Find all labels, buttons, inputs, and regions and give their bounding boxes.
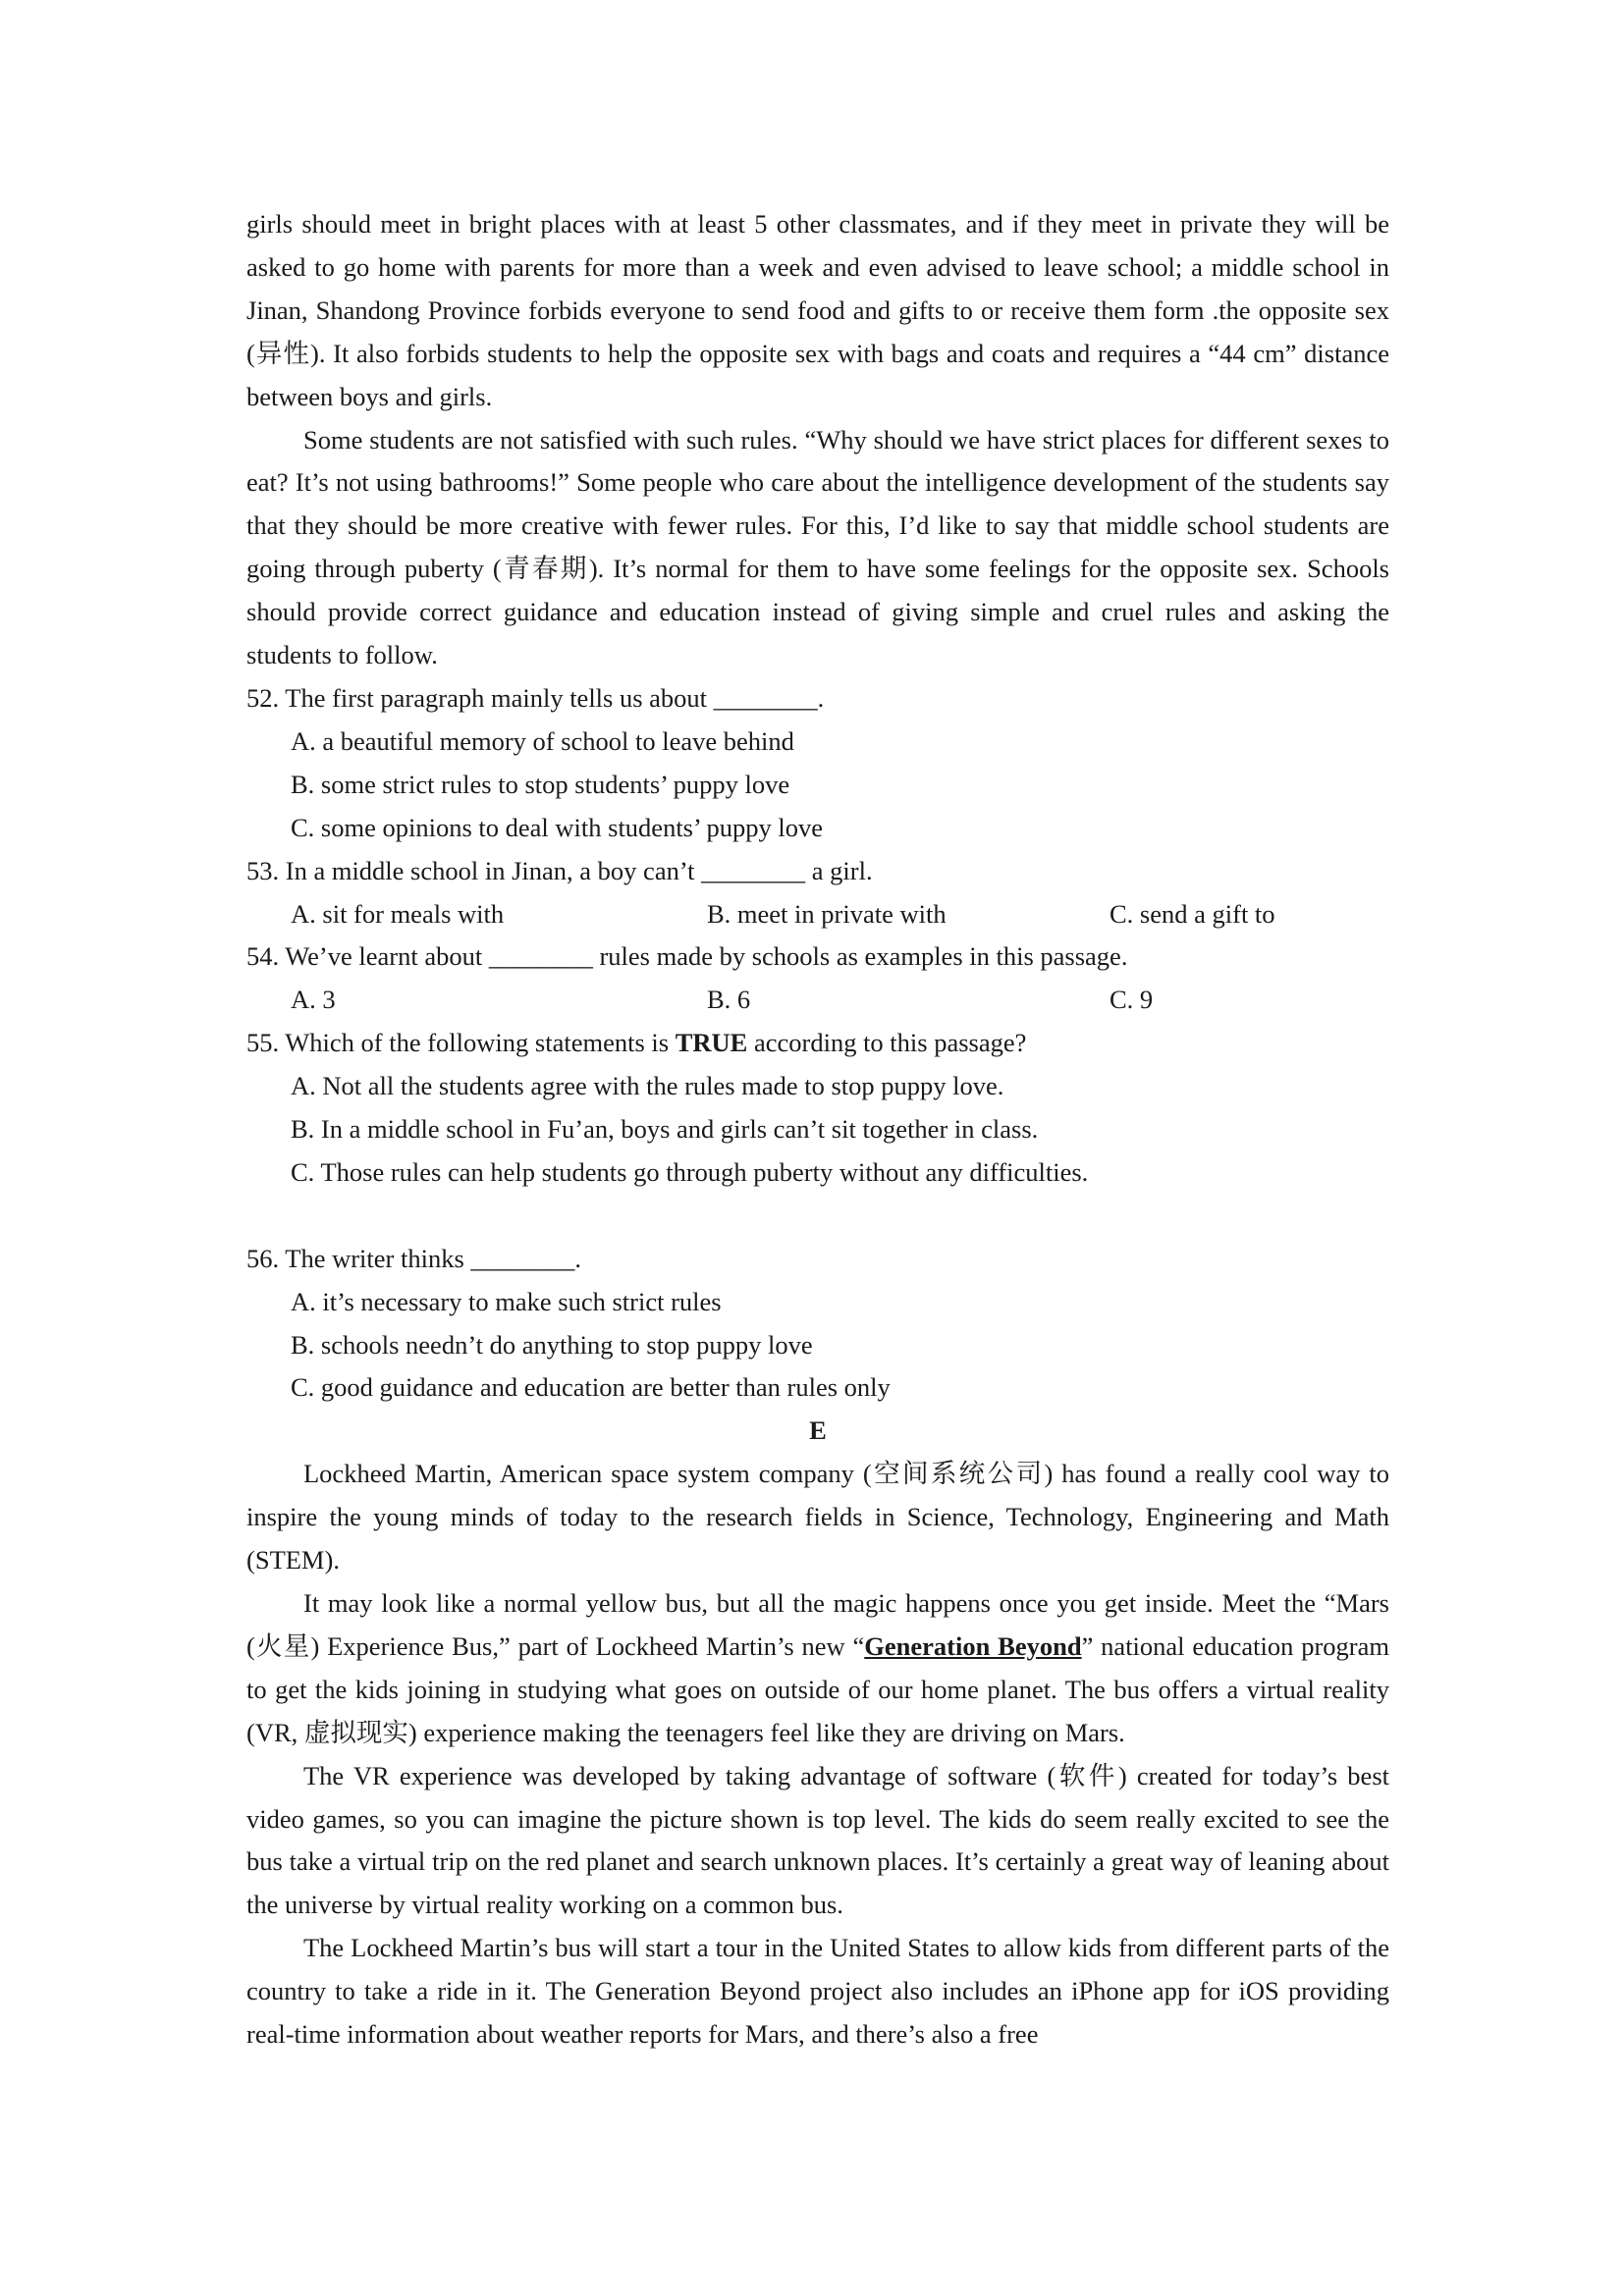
passage-e-paragraph-1: Lockheed Martin, American space system company (空间系统公司) has found a really cool way to inspire the young minds of today to the research fields in Science, Technology, Engineering and Math (STEM). xyxy=(246,1459,1389,1575)
question-52 xyxy=(246,677,1389,850)
section-e-title: E xyxy=(809,1415,827,1446)
question-52-option-a: A. a beautiful memory of school to leave behind xyxy=(291,725,794,756)
question-53 xyxy=(246,850,1389,936)
question-54-option-b: B. 6 xyxy=(707,985,751,1015)
question-55-stem-end: according to this passage? xyxy=(747,1028,1027,1058)
passage-e-paragraph-2 xyxy=(246,1582,1389,1755)
question-52-option-b: B. some strict rules to stop students’ puppy love xyxy=(291,769,790,799)
generation-beyond-link[interactable]: Generation Beyond xyxy=(864,1630,1082,1661)
question-56-option-b: B. schools needn’t do anything to stop puppy love xyxy=(291,1329,813,1360)
question-55-option-b: B. In a middle school in Fu’an, boys and girls can’t sit together in class. xyxy=(291,1114,1039,1145)
question-54-options xyxy=(291,979,1389,1022)
blank-spacer xyxy=(246,1195,1389,1238)
question-52-stem: 52. The first paragraph mainly tells us about ________. xyxy=(246,682,825,713)
question-53-options xyxy=(291,893,1389,936)
question-55-stem-start: 55. Which of the following statements is xyxy=(246,1028,676,1058)
question-56 xyxy=(246,1238,1389,1411)
question-53-option-b: B. meet in private with xyxy=(707,898,947,929)
question-55-option-c: C. Those rules can help students go through puberty without any difficulties. xyxy=(291,1156,1089,1187)
question-56-option-a: A. it’s necessary to make such strict rules xyxy=(291,1286,722,1316)
passage-e-paragraph-2-start: It may look like a normal yellow bus, but all the magic happens once you get inside. Meet the “Mars (火星) Experience Bus,” part of Lockheed Martin’s new “ xyxy=(246,1587,1389,1661)
question-55-stem xyxy=(246,1022,1389,1065)
question-56-stem: 56. The writer thinks ________. xyxy=(246,1243,582,1273)
document-page xyxy=(246,203,1389,2056)
question-55-option-a: A. Not all the students agree with the rules made to stop puppy love. xyxy=(291,1071,1004,1101)
passage-e-paragraph-4: The Lockheed Martin’s bus will start a tour in the United States to allow kids from different parts of the country to take a ride in it. The Generation Beyond project also includes an iPhone app for iOS providing real-time information about weather reports for Mars, and there’s also a free xyxy=(246,1933,1389,2050)
question-53-stem: 53. In a middle school in Jinan, a boy can’t ________ a girl. xyxy=(246,855,873,885)
question-54-option-c: C. 9 xyxy=(1110,985,1154,1015)
question-54-option-a: A. 3 xyxy=(291,985,336,1015)
question-54 xyxy=(246,935,1389,1022)
question-53-option-c: C. send a gift to xyxy=(1110,898,1275,929)
passage-d-paragraph-2: Some students are not satisfied with such rules. “Why should we have strict places for different sexes to eat? It’s not using bathrooms!” Some people who care about the intelligence development of the students say that they should be more creative with fewer rules. For this, I’d like to say that middle school students are going through puberty (青春期). It’s normal for them to have some feelings for the opposite sex. Schools should provide correct guidance and education instead of giving simple and cruel rules and asking the students to follow. xyxy=(246,424,1389,670)
passage-e-paragraph-2-end: ” national education program to get the kids joining in studying what goes on outside of our home planet. The bus offers a virtual reality (VR, 虚拟现实) experience making the teenagers feel like they are driving on Mars. xyxy=(246,1630,1389,1747)
question-53-option-a: A. sit for meals with xyxy=(291,898,505,929)
passage-e-paragraph-3: The VR experience was developed by taking advantage of software (软件) created for today’s best video games, so you can imagine the picture shown is top level. The kids do seem really excited to see the bus take a virtual trip on the red planet and search unknown places. It’s certainly a great way of leaning about the universe by virtual reality working on a common bus. xyxy=(246,1760,1389,1920)
passage-d-paragraph-1: girls should meet in bright places with at least 5 other classmates, and if they meet in private they will be asked to go home with parents for more than a week and even advised to leave school; a middle school in Jinan, Shandong Province forbids everyone to send food and gifts to or receive them form .the opposite sex (异性). It also forbids students to help the opposite sex with bags and coats and requires a “44 cm” distance between boys and girls. xyxy=(246,209,1389,411)
question-56-option-c: C. good guidance and education are better than rules only xyxy=(291,1372,891,1403)
question-55-stem-emphasis: TRUE xyxy=(675,1028,748,1058)
question-55 xyxy=(246,1022,1389,1195)
question-52-option-c: C. some opinions to deal with students’ puppy love xyxy=(291,812,823,842)
question-54-stem: 54. We’ve learnt about ________ rules made by schools as examples in this passage. xyxy=(246,941,1128,972)
